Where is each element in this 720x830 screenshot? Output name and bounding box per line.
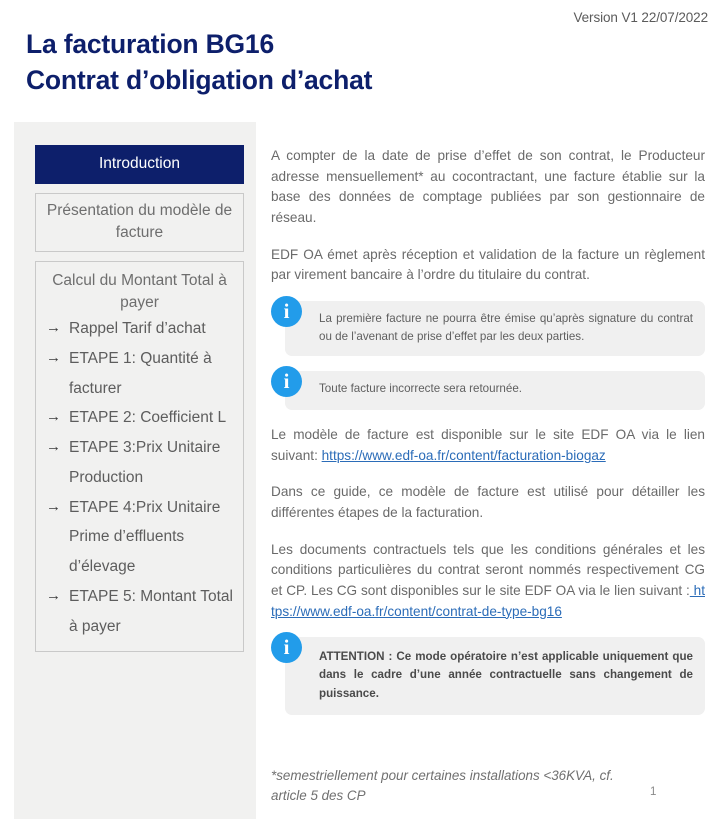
arrow-right-icon: → [46, 497, 61, 515]
sidebar-subitem-etape-4[interactable] [40, 493, 239, 582]
arrow-right-icon: → [46, 408, 61, 426]
page-title [26, 26, 372, 98]
arrow-right-icon: → [46, 438, 61, 455]
callout-text: Toute facture incorrecte sera retournée. [319, 382, 522, 396]
sidebar-item-label: Présentation du modèle de facture [46, 202, 233, 241]
paragraph-prefix: Les documents contractuels tels que les conditions générales et les conditions particulières du contrat seront nommés respectivement CG et CP. Les CG sont disponibles sur le site EDF OA via le lien suivant : [271, 541, 705, 599]
sidebar-subitem-label: ETAPE 2: Coefficient L [69, 409, 227, 427]
page-title-line2: Contrat d’obligation d’achat [26, 65, 373, 96]
sidebar-subitem-label: Rappel Tarif d’achat [69, 320, 206, 337]
paragraph-invoice-template-link [271, 425, 705, 466]
main-content [271, 146, 705, 730]
callout-attention [285, 637, 705, 714]
info-icon: i [271, 632, 302, 663]
sidebar-subitem-etape-1[interactable] [40, 344, 239, 404]
info-icon: i [271, 366, 302, 397]
paragraph-contract-effect: A compter de la date de prise d’effet de son contrat, le Producteur adresse mensuellement* au cocontractant, une facture établie sur la base des données de comptage publiées par son gestionnaire de réseau. [271, 148, 705, 225]
callout-text: ATTENTION : Ce mode opératoire n’est applicable uniquement que dans le cadre d’une année contractuelle sans changement de puissance. [319, 650, 693, 700]
link-facturation-biogaz[interactable]: https://www.edf-oa.fr/content/facturation-biogaz [321, 447, 606, 463]
sidebar-nav [35, 145, 244, 652]
sidebar-subitem-label: ETAPE 1: Quantité à facturer [69, 349, 212, 397]
sidebar-group-title: Calcul du Montant Total à payer [52, 272, 227, 311]
sidebar-subitem-label: ETAPE 5: Montant Total à payer [69, 587, 233, 635]
paragraph-contract-documents [271, 540, 705, 623]
arrow-right-icon: → [46, 586, 61, 604]
paragraph-edf-oa-payment: EDF OA émet après réception et validation de la facture un règlement par virement bancaire à l’ordre du titulaire du contrat. [271, 246, 705, 283]
version-label: Version V1 22/07/2022 [573, 10, 708, 25]
link-contrat-type-bg16[interactable]: https://www.edf-oa.fr/content/contrat-de-type-bg16 [271, 583, 705, 619]
sidebar-subitem-label: ETAPE 4:Prix Unitaire Prime d’effluents d’élevage [69, 498, 221, 575]
arrow-right-icon: → [46, 348, 61, 366]
callout-incorrect-invoice [285, 371, 705, 410]
callout-first-invoice [283, 298, 705, 356]
sidebar-subitem-rappel-tarif-achat[interactable] [40, 314, 239, 344]
sidebar-item-introduction[interactable] [35, 145, 244, 184]
sidebar-subitem-etape-5[interactable] [40, 582, 239, 642]
paragraph-prefix: Le modèle de facture est disponible sur le site EDF OA via le lien suivant: [271, 427, 705, 463]
sidebar-subitem-etape-3[interactable] [40, 433, 239, 493]
arrow-right-icon: → [46, 319, 61, 336]
sidebar-item-label: Introduction [99, 155, 180, 172]
sidebar-item-presentation-modele-facture[interactable] [35, 193, 244, 252]
sidebar-group-calcul-montant-total[interactable] [35, 261, 244, 652]
page-number: 1 [650, 786, 657, 798]
footnote: *semestriellement pour certaines installations <36KVA, cf. article 5 des CP [271, 768, 614, 804]
sidebar-subitem-label: ETAPE 3:Prix Unitaire Production [69, 439, 221, 486]
callout-text: La première facture ne pourra être émise qu’après signature du contrat ou de l’avenant de prise d’effet par les deux parties. [319, 311, 693, 344]
info-icon: i [271, 296, 302, 327]
paragraph-guide-usage: Dans ce guide, ce modèle de facture est utilisé pour détailler les différentes étapes de la facturation. [271, 484, 705, 521]
page-title-line1: La facturation BG16 [26, 29, 275, 59]
sidebar-subitem-etape-2[interactable] [40, 403, 239, 433]
